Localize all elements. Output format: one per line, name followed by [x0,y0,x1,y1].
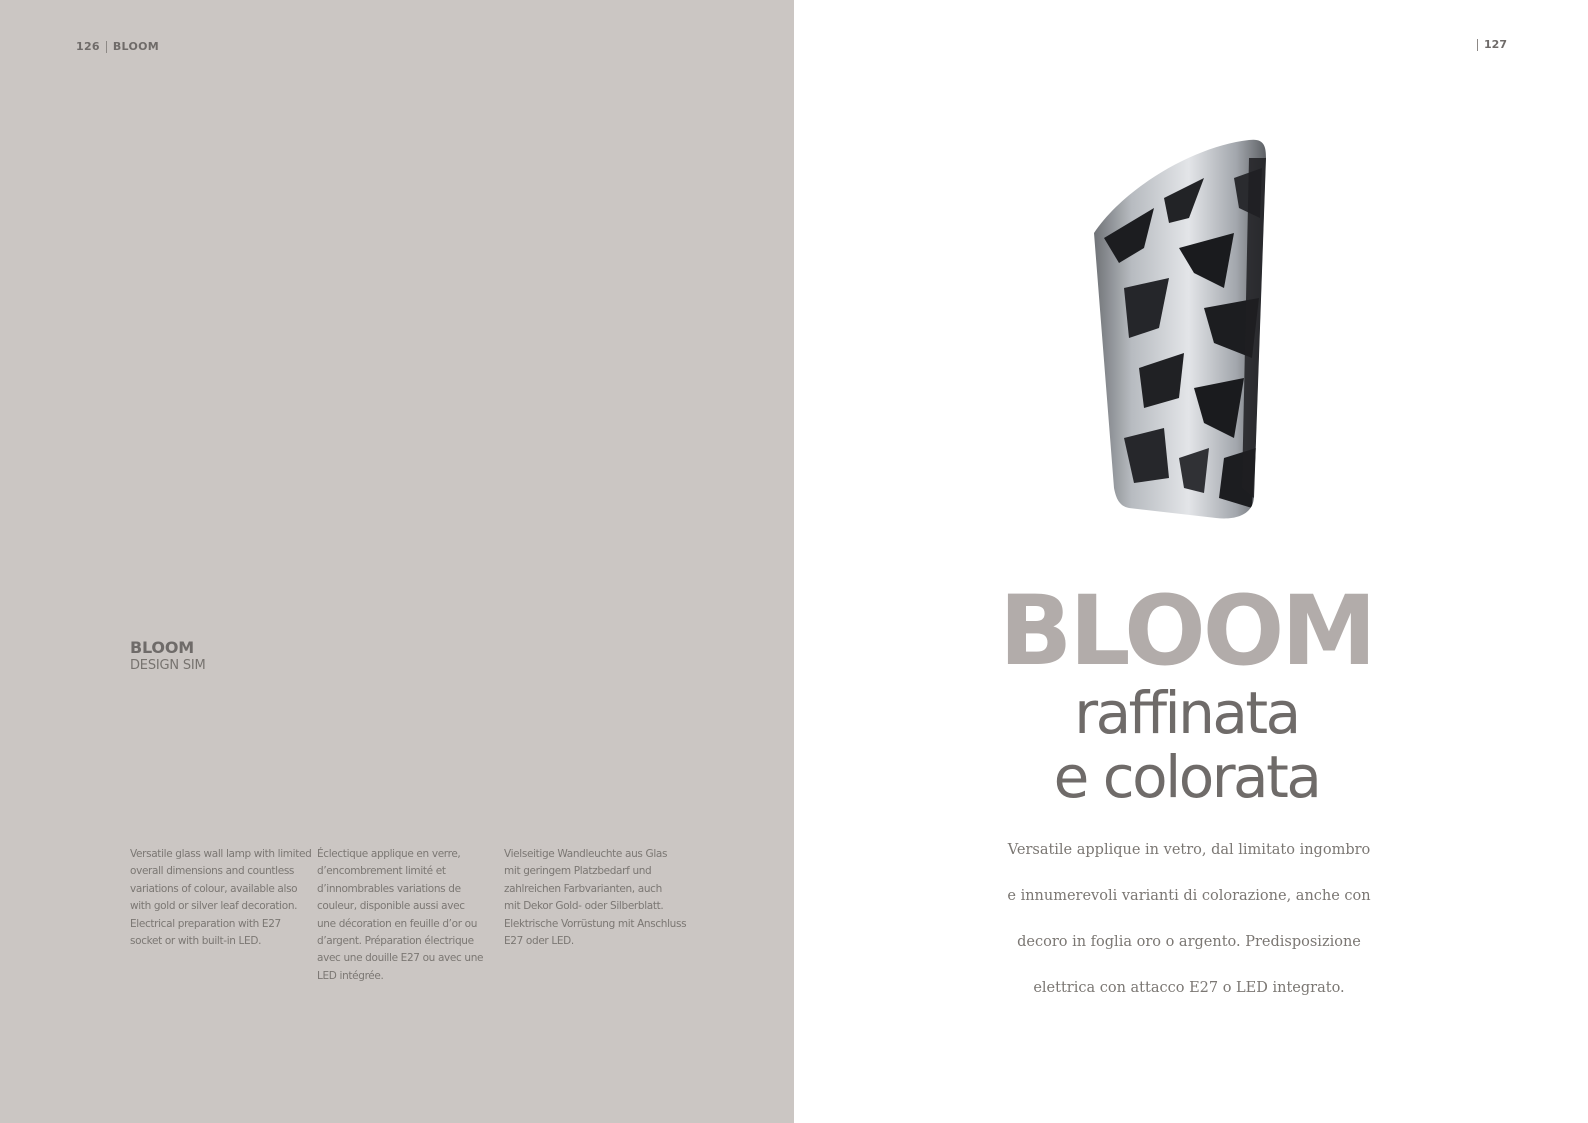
description-line: une décoration en feuille d’or ou [317,917,478,930]
description-line: Versatile glass wall lamp with limited [130,848,312,860]
left-page-header [76,40,159,53]
description-line: Éclectique applique en verre, [317,848,461,860]
description-line: decoro in foglia oro o argento. Predisposizione [1017,934,1361,950]
description-line: zahlreichen Farbvarianten, auch [504,882,662,895]
description-line: e innumerevoli varianti di colorazione, anche con [1007,888,1371,904]
hero-subtitle-line2: e colorata [1053,743,1320,811]
right-page-number: 127 [1484,38,1507,51]
left-page-number: 126 [76,40,100,53]
description-line: mit Dekor Gold- oder Silberblatt. [504,900,664,913]
hero-title: BLOOM [999,575,1374,687]
right-page [794,0,1588,1123]
description-line: E27 oder LED. [504,935,574,948]
left-page-section: BLOOM [112,40,160,53]
description-line: d’argent. Préparation électrique [317,935,474,948]
description-english [130,846,312,950]
right-page-header [1477,38,1507,51]
product-info [130,638,206,673]
header-separator [1477,39,1478,51]
description-line: mit geringem Platzbedarf und [504,865,652,878]
description-line: avec une douille E27 ou avec une [317,952,484,965]
product-designer: DESIGN SIM [130,658,206,673]
description-line: LED intégrée. [317,969,384,982]
description-line: elettrica con attacco E27 o LED integrato. [1033,980,1345,996]
description-line: Electrical preparation with E27 [130,917,281,930]
description-line: Versatile applique in vetro, dal limitato ingombro [1007,842,1371,858]
description-line: overall dimensions and countless [130,865,295,878]
description-line: socket or with built-in LED. [130,935,262,948]
description-italian [944,838,1434,1022]
description-french [317,846,495,985]
header-separator [106,41,107,53]
description-line: d’innombrables variations de [317,882,461,895]
description-line: couleur, disponible aussi avec [317,900,465,913]
wall-lamp-silver-leaf-image [1084,138,1274,528]
description-line: with gold or silver leaf decoration. [130,900,298,913]
description-line: Elektrische Vorrüstung mit Anschluss [504,917,687,930]
hero-subtitle-line1: raffinata [1074,679,1299,747]
product-name: BLOOM [130,638,194,657]
description-line: d’encombrement limité et [317,865,446,878]
description-line: variations of colour, available also [130,882,298,895]
description-line: Vielseitige Wandleuchte aus Glas [504,848,668,860]
description-german [504,846,687,950]
